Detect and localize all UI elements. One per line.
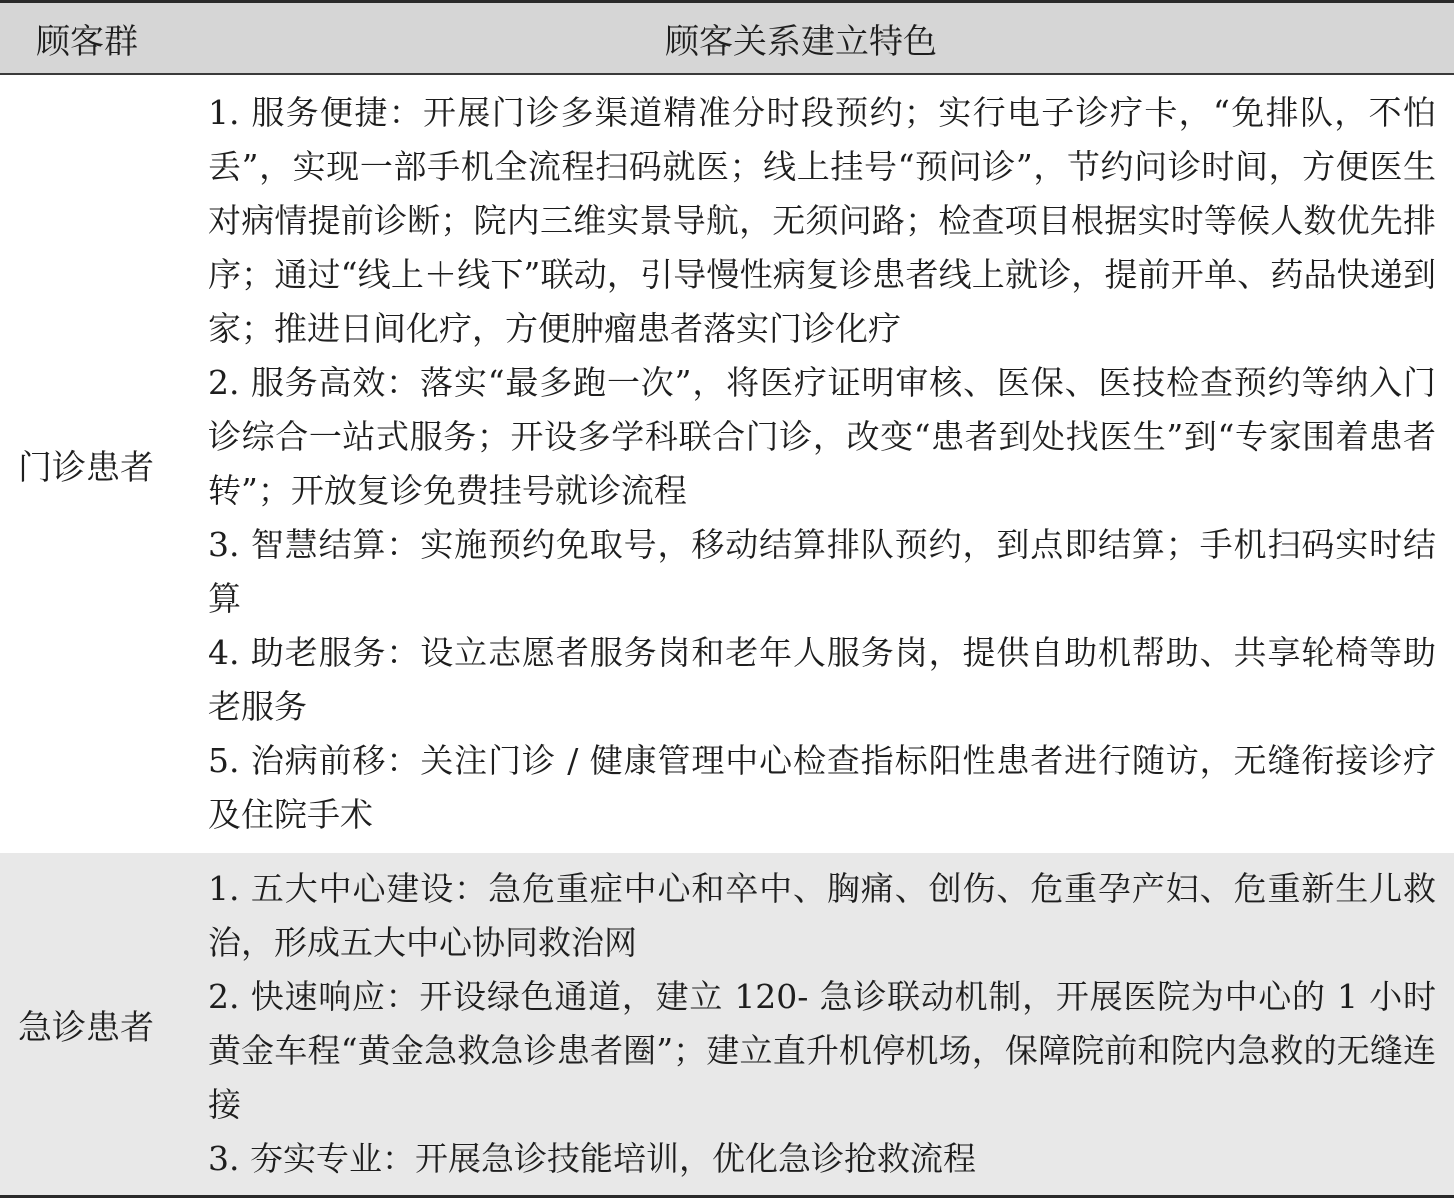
table-header (0, 3, 1454, 75)
feature-cell-outpatient (188, 75, 1454, 853)
feature-item: 4. 助老服务：设立志愿者服务岗和老年人服务岗，提供自助机帮助、共享轮椅等助老服务 (208, 633, 1436, 726)
feature-item: 1. 服务便捷：开展门诊多渠道精准分时段预约；实行电子诊疗卡，“免排队，不怕丢”，实现一部手机全流程扫码就医；线上挂号“预问诊”，节约问诊时间，方便医生对病情提前诊断；院内三维实景导航，无须问路；检查项目根据实时等候人数优先排序；通过“线上＋线下”联动，引导慢性病复诊患者线上就诊，提前开单、药品快递到家；推进日间化疗，方便肿瘤患者落实门诊化疗 (208, 93, 1436, 348)
table-row-outpatient (0, 75, 1454, 853)
table-row-emergency (0, 853, 1454, 1195)
group-cell-outpatient: 门诊患者 (18, 447, 154, 488)
header-relationship-features: 顾客关系建立特色 (665, 21, 937, 62)
header-customer-group: 顾客群 (36, 21, 138, 62)
feature-item: 1. 五大中心建设：急危重症中心和卒中、胸痛、创伤、危重孕产妇、危重新生儿救治，形成五大中心协同救治网 (208, 869, 1436, 962)
feature-item: 3. 夯实专业：开展急诊技能培训，优化急诊抢救流程 (208, 1139, 976, 1178)
feature-item: 3. 智慧结算：实施预约免取号，移动结算排队预约，到点即结算；手机扫码实时结算 (208, 525, 1436, 618)
feature-item: 5. 治病前移：关注门诊 / 健康管理中心检查指标阳性患者进行随访，无缝衔接诊疗及住院手术 (208, 741, 1436, 834)
feature-item: 2. 快速响应：开设绿色通道，建立 120- 急诊联动机制，开展医院为中心的 1 小时黄金车程“黄金急救急诊患者圈”；建立直升机停机场，保障院前和院内急救的无缝连接 (208, 977, 1436, 1124)
feature-cell-emergency (188, 853, 1454, 1195)
feature-item: 2. 服务高效：落实“最多跑一次”，将医疗证明审核、医保、医技检查预约等纳入门诊综合一站式服务；开设多学科联合门诊，改变“患者到处找医生”到“专家围着患者转”；开放复诊免费挂号就诊流程 (208, 363, 1436, 510)
group-cell-emergency: 急诊患者 (18, 1007, 154, 1048)
